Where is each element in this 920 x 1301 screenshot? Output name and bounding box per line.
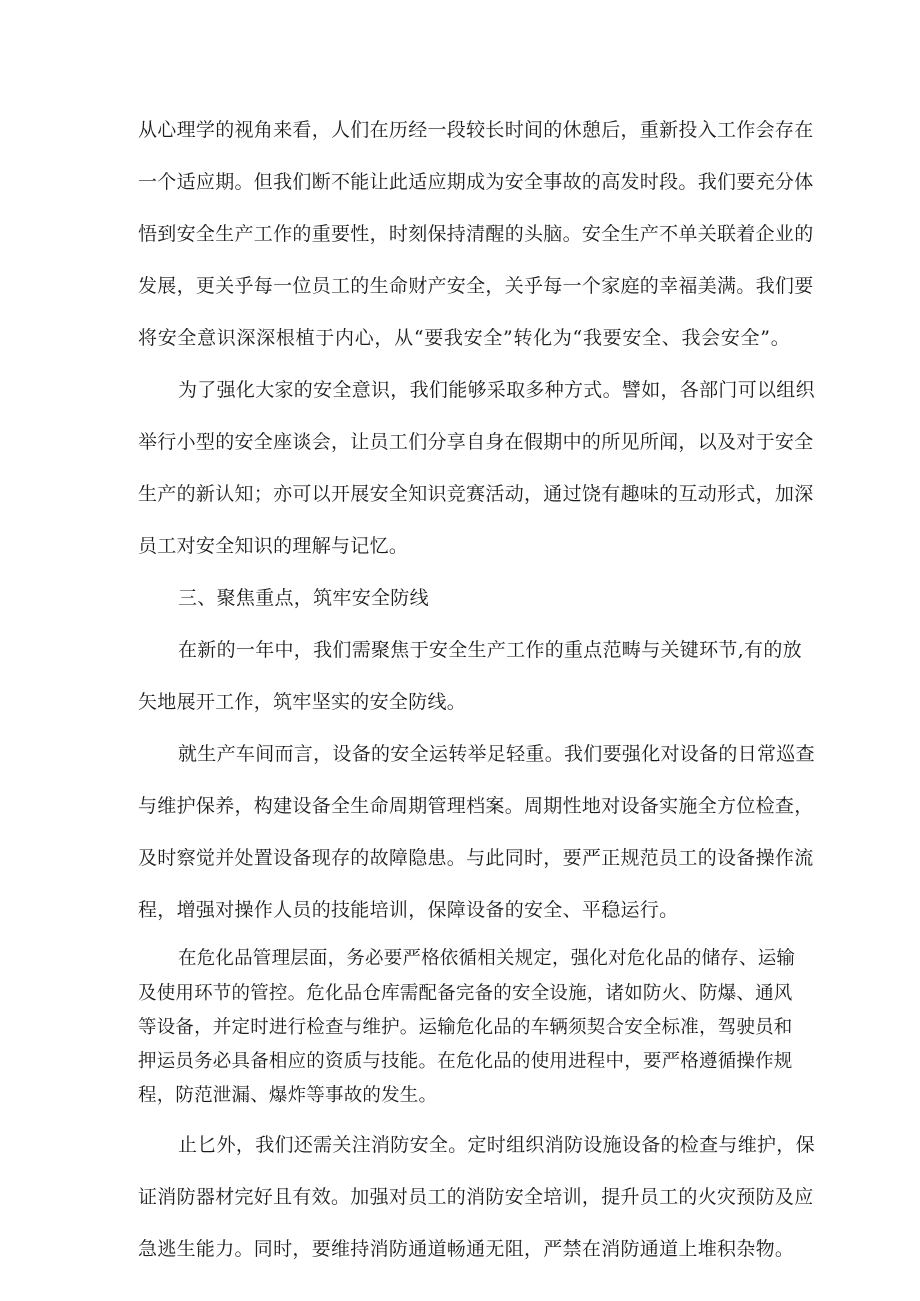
text-line: 矢地展开工作，筑牢坚实的安全防线。: [138, 691, 467, 713]
text-line: 将安全意识深深根植于内心，从“要我安全”转化为“我要安全、我会安全”。: [138, 327, 790, 349]
text-line: 止匕外，我们还需关注消防安全。定时组织消防设施设备的检查与维护，保: [178, 1134, 815, 1156]
text-line: 及时察觉并处置设备现存的故障隐患。与此同时，要严正规范员工的设备操作流: [138, 847, 814, 869]
text-line: 为了强化大家的安全意识，我们能够采取多种方式。譬如，各部门可以组织: [178, 379, 815, 401]
text-line: 就生产车间而言，设备的安全运转举足轻重。我们要强化对设备的日常巡查: [178, 743, 815, 765]
text-line: 员工对安全知识的理解与记忆。: [138, 535, 409, 557]
section-heading: 三、聚焦重点，筑牢安全防线: [178, 587, 429, 609]
text-line: 发展，更关乎每一位员工的生命财产安全，关乎每一个家庭的幸福美满。我们要: [138, 275, 814, 297]
text-line: 在新的一年中，我们需聚焦于安全生产工作的重点范畴与关键环节,有的放: [178, 639, 802, 661]
text-line: 程，增强对操作人员的技能培训，保障设备的安全、平稳运行。: [138, 899, 679, 921]
text-line: 生产的新认知；亦可以开展安全知识竞赛活动，通过饶有趣味的互动形式，加深: [138, 483, 814, 505]
text-line: 与维护保养，构建设备全生命周期管理档案。周期性地对设备实施全方位检查，: [138, 795, 814, 817]
text-line: 押运员务必具备相应的资质与技能。在危化品的使用进程中，要严格遵循操作规: [138, 1051, 793, 1072]
text-line: 在危化品管理层面，务必要严格依循相关规定，强化对危化品的储存、运输: [178, 948, 796, 969]
text-line: 等设备，并定时进行检查与维护。运输危化品的车辆须契合安全标准，驾驶员和: [138, 1017, 793, 1038]
text-line: 证消防器材完好且有效。加强对员工的消防安全培训，提升员工的火灾预防及应: [138, 1186, 814, 1208]
text-line: 举行小型的安全座谈会，让员工们分享自身在假期中的所见所闻，以及对于安全: [138, 431, 814, 453]
text-line: 悟到安全生产工作的重要性，时刻保持清醒的头脑。安全生产不单关联着企业的: [138, 223, 814, 245]
text-line: 急逃生能力。同时，要维持消防通道畅通无阻，严禁在消防通道上堆积杂物。: [138, 1238, 795, 1260]
text-line: 及使用环节的管控。危化品仓库需配备完备的安全设施，诸如防火、防爆、通风: [138, 983, 793, 1004]
text-line: 程，防范泄漏、爆炸等事故的发生。: [138, 1085, 438, 1106]
text-line: 一个适应期。但我们断不能让此适应期成为安全事故的高发时段。我们要充分体: [138, 171, 814, 193]
text-line: 从心理学的视角来看，人们在历经一段较长时间的休憩后，重新投入工作会存在: [138, 119, 814, 141]
